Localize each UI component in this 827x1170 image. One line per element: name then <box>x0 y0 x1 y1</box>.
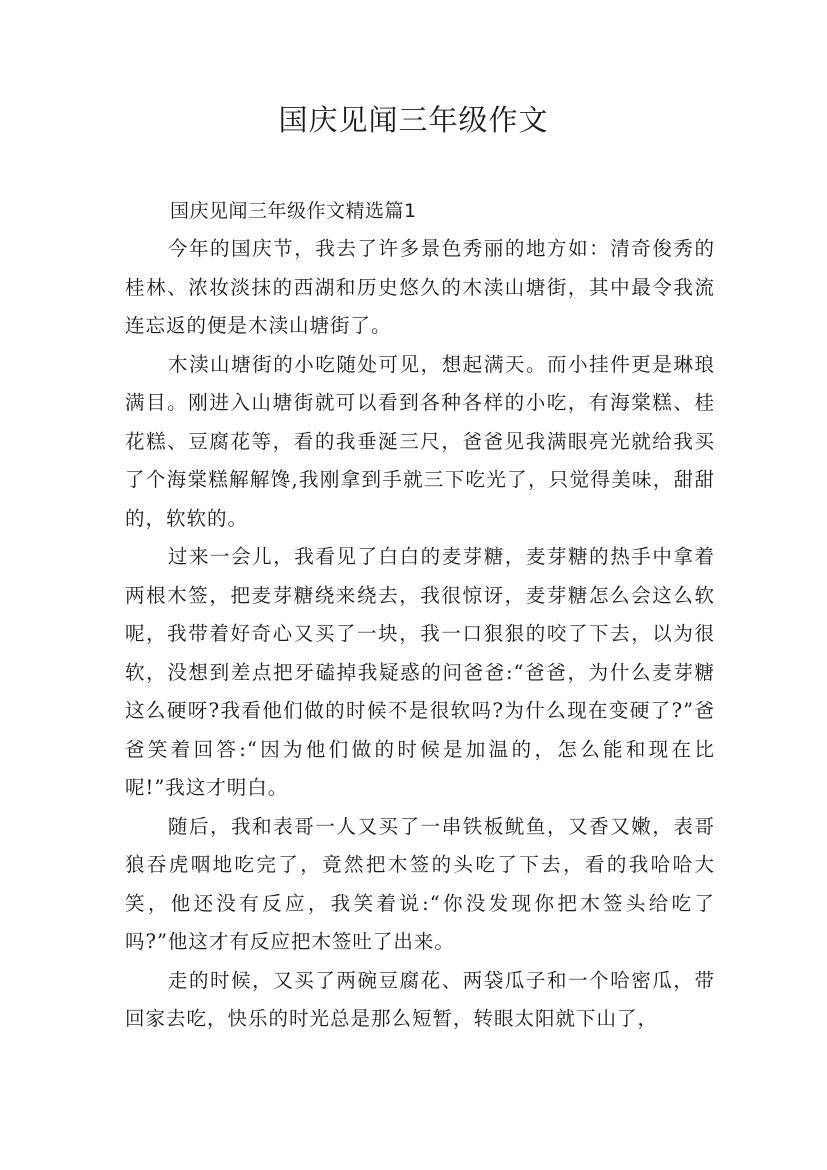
paragraph-3: 过来一会儿，我看见了白白的麦芽糖，麦芽糖的热手中拿着两根木签，把麦芽糖绕来绕去，我很惊讶，麦芽糖怎么会这么软呢，我带着好奇心又买了一块，我一口狠狠的咬了下去，以为很软，没想到差点把牙磕掉我疑惑的问爸爸:“爸爸，为什么麦芽糖这么硬呀?我看他们做的时候不是很软吗?为什么现在变硬了?”爸爸笑着回答:“因为他们做的时候是加温的，怎么能和现在比呢!”我这才明白。 <box>125 545 715 799</box>
paragraph-1: 今年的国庆节，我去了许多景色秀丽的地方如：清奇俊秀的桂林、浓妆淡抹的西湖和历史悠久的木渎山塘街，其中最令我流连忘返的便是木渎山塘街了。 <box>125 237 715 337</box>
paragraph-4: 随后，我和表哥一人又买了一串铁板鱿鱼，又香又嫩，表哥狼吞虎咽地吃完了，竟然把木签的头吃了下去，看的我哈哈大笑，他还没有反应，我笑着说:“你没发现你把木签头给吃了吗?”他这才有反应把木签吐了出来。 <box>125 814 715 953</box>
section-subheading: 国庆见闻三年级作文精选篇1 <box>170 200 417 222</box>
paragraph-2: 木渎山塘街的小吃随处可见，想起满天。而小挂件更是琳琅满目。刚进入山塘街就可以看到各种各样的小吃，有海棠糕、桂花糕、豆腐花等，看的我垂涎三尺，爸爸见我满眼亮光就给我买了个海棠糕解解馋,我刚拿到手就三下吃光了，只觉得美味，甜甜的，软软的。 <box>125 352 715 530</box>
document-body <box>125 192 715 1039</box>
paragraph-5: 走的时候，又买了两碗豆腐花、两袋瓜子和一个哈密瓜，带回家去吃，快乐的时光总是那么短暂，转眼太阳就下山了， <box>125 968 715 1030</box>
document-title: 国庆见闻三年级作文 <box>278 103 549 137</box>
